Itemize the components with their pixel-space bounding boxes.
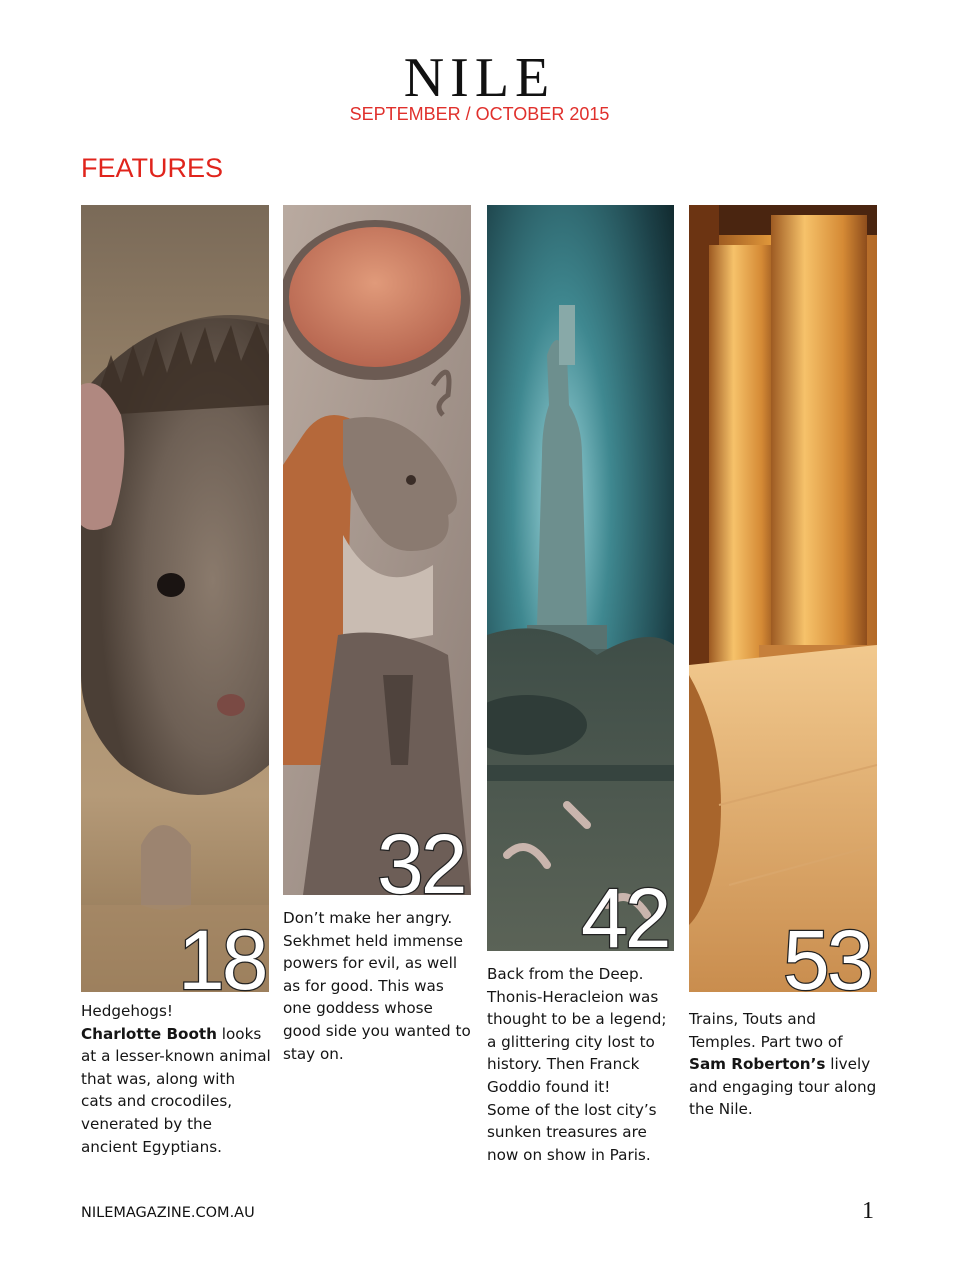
caption-text: looks at a lesser-known animal that was, along with cats and crocodiles, venerated by the ancient Egyptians. [81,1024,271,1156]
magazine-title: NILE [403,47,556,109]
feature-page-number[interactable]: 53 [783,913,871,1007]
page-number: 1 [862,1198,874,1224]
feature-page-number[interactable]: 18 [178,913,266,1007]
caption-text: Don’t make her angry. Sekhmet held immense powers for evil, as well as for good. This was one goddess whose good side you wanted to stay on. [283,909,471,1063]
feature-caption [487,963,677,1166]
footer-website[interactable]: NILEMAGAZINE.COM.AU [81,1205,255,1221]
feature-page-number[interactable]: 32 [377,817,465,911]
feature-image-sekhmet[interactable] [283,205,471,895]
caption-lead: Hedgehogs! [81,1002,173,1020]
feature-caption [689,1008,879,1121]
caption-author: Charlotte Booth [81,1024,217,1043]
caption-text: lively and engaging tour along the Nile. [689,1055,877,1119]
feature-image-hedgehog[interactable] [81,205,269,992]
hedgehog-photo-icon [81,205,269,992]
underwater-statue-photo-icon [487,205,674,951]
issue-date: SEPTEMBER / OCTOBER 2015 [349,104,610,124]
feature-image-underwater[interactable] [487,205,674,951]
temple-columns-photo-icon [689,205,877,992]
sekhmet-relief-photo-icon [283,205,471,895]
feature-caption [283,907,473,1065]
caption-lead: Trains, Touts and Temples. Part two of [689,1010,843,1051]
feature-image-temple[interactable] [689,205,877,992]
section-title: FEATURES [81,153,224,183]
caption-text-2: Some of the lost city’s sunken treasures are now on show in Paris. [487,1100,657,1164]
feature-caption [81,1000,271,1158]
caption-text: Back from the Deep. Thonis-Heracleion was thought to be a legend; a glittering city lost to history. Then Franck Goddio found it! [487,965,667,1096]
feature-page-number[interactable]: 42 [581,871,669,965]
caption-author: Sam Roberton’s [689,1055,826,1074]
